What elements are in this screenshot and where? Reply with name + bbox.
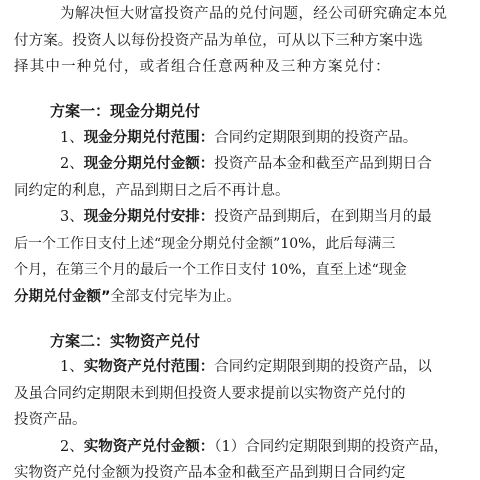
plan2-item2 <box>0 435 480 459</box>
plan1-item1-number: 1、 <box>60 129 84 146</box>
plan2-item2-number: 2、 <box>60 438 84 455</box>
plan2-item1-continuation-1: 及虽合同约定期限未到期但投资人要求提前以实物资产兑付的 <box>14 385 406 402</box>
plan1-item1-term: 现金分期兑付范围： <box>83 129 215 146</box>
plan2-item1-text: 合同约定期限到期的投资产品，以 <box>214 359 432 375</box>
plan1-item2-continuation: 同约定的利息，产品到期日之后不再计息。 <box>14 182 290 199</box>
plan1-item3-continuation-1: 后一个工作日支付上述“现金分期兑付金额”10%，此后每满三 <box>14 235 396 252</box>
intro-line-3: 择其中一种兑付，或者组合任意两种及三种方案兑付： <box>14 59 391 75</box>
plan1-item2 <box>0 152 480 176</box>
plan1-item1 <box>0 126 480 150</box>
plan2-item2-continuation: 实物资产兑付金额为投资产品本金和截至产品到期日合同约定 <box>14 465 406 480</box>
plan1-item2-term: 现金分期兑付金额： <box>83 156 215 172</box>
plan1-item3-text: 投资产品到期后，在到期当月的最 <box>214 209 432 225</box>
plan1-item3-cont3-text: 全部支付完毕为止。 <box>110 288 242 305</box>
plan1-item3-number: 3、 <box>60 209 84 225</box>
plan2-item2-term: 实物资产兑付金额： <box>83 438 215 455</box>
intro-line-1: 为解决恒大财富投资产品的兑付问题，经公司研究确定本兑 <box>60 6 448 22</box>
plan1-item3-continuation-3 <box>0 285 480 309</box>
plan2-item1 <box>0 355 480 379</box>
plan1-item3-continuation-2: 个月，在第三个月的最后一个工作日支付 10%，直至上述“现金 <box>14 262 407 278</box>
plan2-heading: 方案二：实物资产兑付 <box>50 331 201 350</box>
plan1-item3-term: 现金分期兑付安排： <box>83 209 215 225</box>
intro-line-2: 付方案。投资人以每份投资产品为单位，可从以下三种方案中选 <box>14 32 423 49</box>
plan2-item1-term: 实物资产兑付范围： <box>83 359 215 375</box>
plan1-item1-text: 合同约定期限到期的投资产品。 <box>214 129 418 146</box>
plan1-item2-number: 2、 <box>60 156 84 172</box>
plan1-heading: 方案一：现金分期兑付 <box>50 102 201 120</box>
plan2-item1-number: 1、 <box>60 359 84 375</box>
plan2-item2-text: （1）合同约定期限到期的投资产品， <box>214 438 449 455</box>
plan1-item3 <box>0 205 480 229</box>
plan1-item3-cont3-term: 分期兑付金额” <box>14 288 111 305</box>
plan2-item1-continuation-2: 投资产品。 <box>14 412 87 428</box>
plan1-item2-text: 投资产品本金和截至产品到期日合 <box>214 156 432 172</box>
